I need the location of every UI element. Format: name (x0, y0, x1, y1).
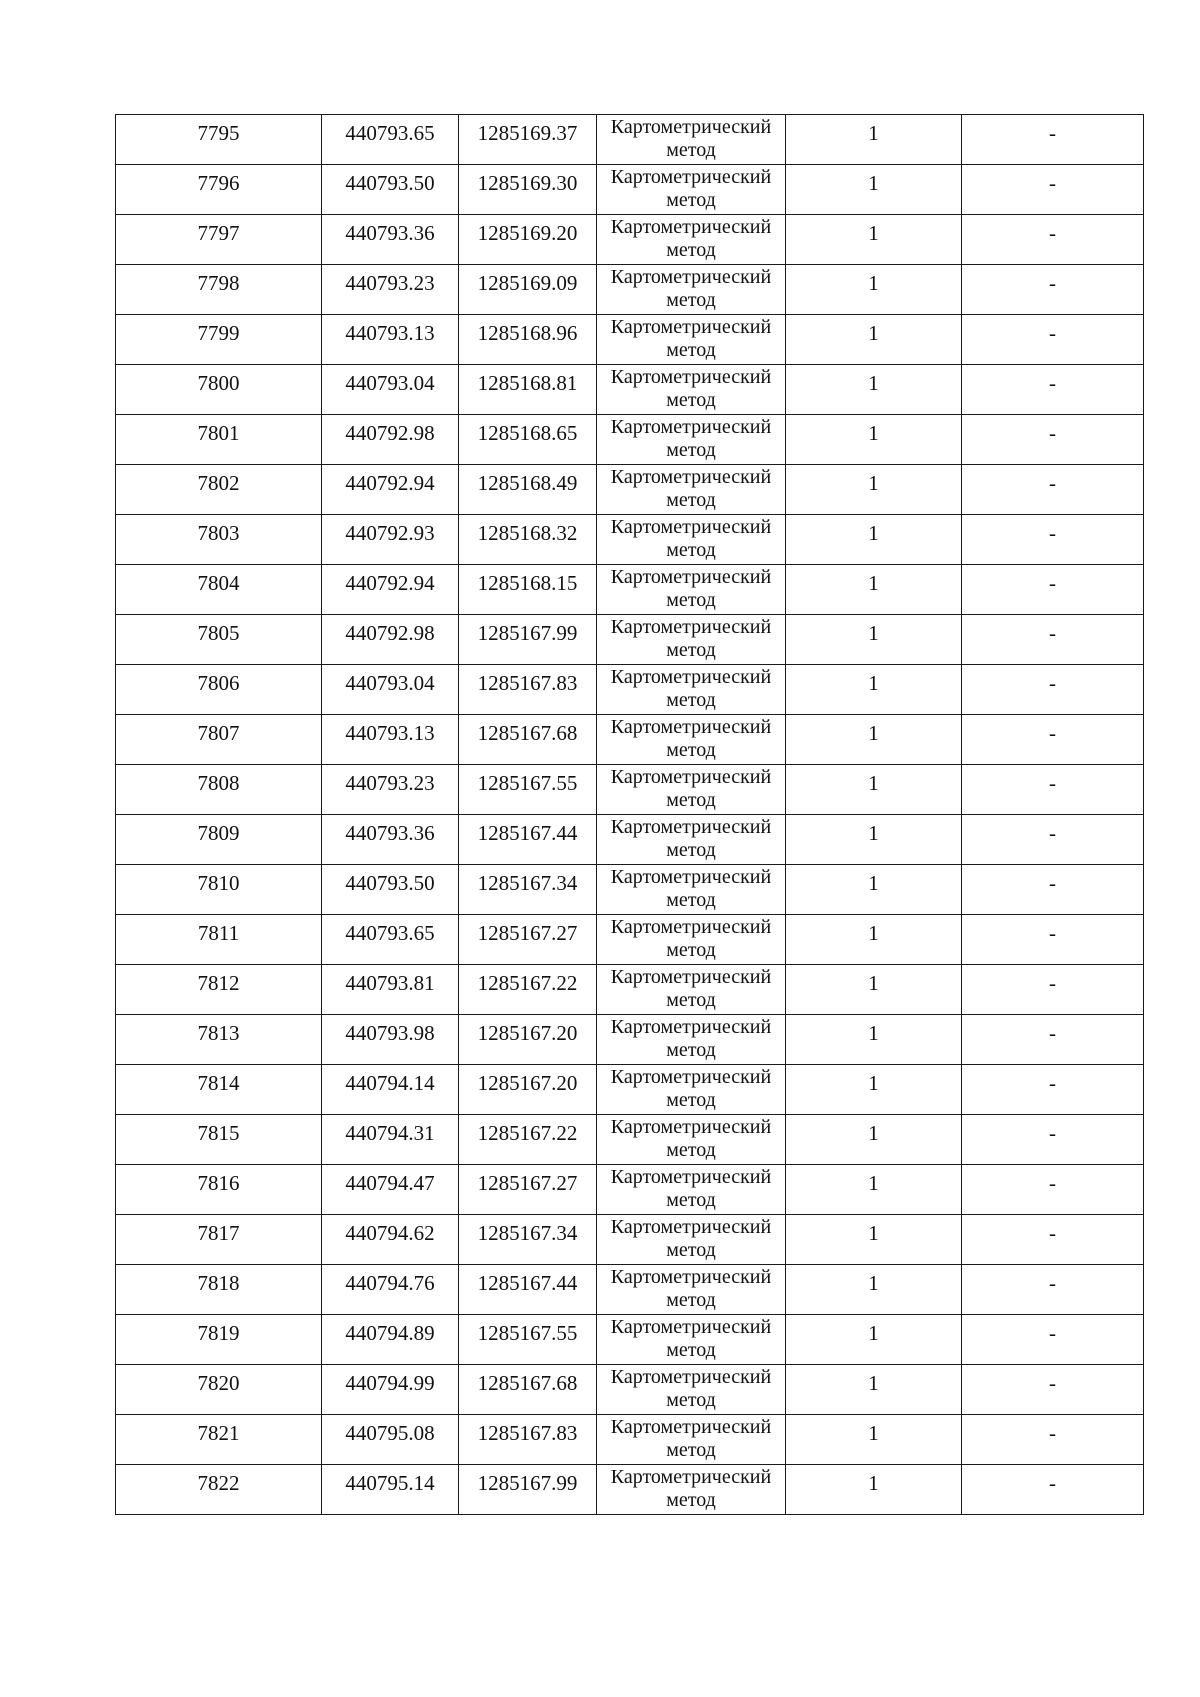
point-number-cell: 7803 (116, 515, 322, 565)
y-coordinate-cell: 1285167.22 (459, 965, 597, 1015)
x-coordinate-cell: 440794.14 (322, 1065, 459, 1115)
y-coordinate-cell: 1285169.09 (459, 265, 597, 315)
table-row (116, 1365, 1144, 1415)
note-cell: - (962, 1065, 1144, 1115)
method-cell: Картометрический метод (597, 265, 786, 315)
y-coordinate-cell: 1285167.20 (459, 1065, 597, 1115)
x-coordinate-cell: 440793.36 (322, 815, 459, 865)
accuracy-cell: 1 (786, 1465, 962, 1515)
accuracy-cell: 1 (786, 815, 962, 865)
method-cell: Картометрический метод (597, 1115, 786, 1165)
accuracy-cell: 1 (786, 615, 962, 665)
x-coordinate-cell: 440792.98 (322, 615, 459, 665)
accuracy-cell: 1 (786, 715, 962, 765)
point-number-cell: 7819 (116, 1315, 322, 1365)
table-row (116, 365, 1144, 415)
y-coordinate-cell: 1285169.37 (459, 115, 597, 165)
accuracy-cell: 1 (786, 965, 962, 1015)
accuracy-cell: 1 (786, 1165, 962, 1215)
method-cell: Картометрический метод (597, 615, 786, 665)
method-cell: Картометрический метод (597, 315, 786, 365)
point-number-cell: 7795 (116, 115, 322, 165)
table-row (116, 915, 1144, 965)
point-number-cell: 7815 (116, 1115, 322, 1165)
table-row (116, 1165, 1144, 1215)
x-coordinate-cell: 440792.94 (322, 465, 459, 515)
accuracy-cell: 1 (786, 1015, 962, 1065)
method-cell: Картометрический метод (597, 715, 786, 765)
x-coordinate-cell: 440793.04 (322, 665, 459, 715)
accuracy-cell: 1 (786, 1365, 962, 1415)
x-coordinate-cell: 440793.04 (322, 365, 459, 415)
y-coordinate-cell: 1285168.96 (459, 315, 597, 365)
y-coordinate-cell: 1285167.55 (459, 1315, 597, 1365)
point-number-cell: 7799 (116, 315, 322, 365)
method-cell: Картометрический метод (597, 1265, 786, 1315)
accuracy-cell: 1 (786, 1065, 962, 1115)
x-coordinate-cell: 440793.36 (322, 215, 459, 265)
y-coordinate-cell: 1285168.15 (459, 565, 597, 615)
x-coordinate-cell: 440792.98 (322, 415, 459, 465)
note-cell: - (962, 1165, 1144, 1215)
table-row (116, 515, 1144, 565)
table-row (116, 415, 1144, 465)
point-number-cell: 7816 (116, 1165, 322, 1215)
table-row (116, 1065, 1144, 1115)
y-coordinate-cell: 1285167.34 (459, 865, 597, 915)
method-cell: Картометрический метод (597, 565, 786, 615)
accuracy-cell: 1 (786, 315, 962, 365)
x-coordinate-cell: 440793.13 (322, 315, 459, 365)
x-coordinate-cell: 440793.50 (322, 865, 459, 915)
note-cell: - (962, 515, 1144, 565)
table-row (116, 1265, 1144, 1315)
method-cell: Картометрический метод (597, 1315, 786, 1365)
accuracy-cell: 1 (786, 565, 962, 615)
coordinates-table-body (116, 115, 1144, 1515)
point-number-cell: 7800 (116, 365, 322, 415)
method-cell: Картометрический метод (597, 1015, 786, 1065)
note-cell: - (962, 815, 1144, 865)
table-row (116, 565, 1144, 615)
y-coordinate-cell: 1285167.27 (459, 915, 597, 965)
x-coordinate-cell: 440793.13 (322, 715, 459, 765)
point-number-cell: 7809 (116, 815, 322, 865)
point-number-cell: 7806 (116, 665, 322, 715)
y-coordinate-cell: 1285167.20 (459, 1015, 597, 1065)
y-coordinate-cell: 1285168.49 (459, 465, 597, 515)
point-number-cell: 7810 (116, 865, 322, 915)
y-coordinate-cell: 1285167.83 (459, 1415, 597, 1465)
point-number-cell: 7821 (116, 1415, 322, 1465)
x-coordinate-cell: 440794.62 (322, 1215, 459, 1265)
note-cell: - (962, 715, 1144, 765)
x-coordinate-cell: 440794.89 (322, 1315, 459, 1365)
point-number-cell: 7808 (116, 765, 322, 815)
point-number-cell: 7820 (116, 1365, 322, 1415)
table-row (116, 1215, 1144, 1265)
point-number-cell: 7812 (116, 965, 322, 1015)
note-cell: - (962, 365, 1144, 415)
note-cell: - (962, 1215, 1144, 1265)
x-coordinate-cell: 440794.76 (322, 1265, 459, 1315)
accuracy-cell: 1 (786, 465, 962, 515)
y-coordinate-cell: 1285168.81 (459, 365, 597, 415)
note-cell: - (962, 865, 1144, 915)
table-row (116, 665, 1144, 715)
y-coordinate-cell: 1285169.20 (459, 215, 597, 265)
note-cell: - (962, 615, 1144, 665)
point-number-cell: 7796 (116, 165, 322, 215)
table-row (116, 865, 1144, 915)
y-coordinate-cell: 1285167.99 (459, 1465, 597, 1515)
accuracy-cell: 1 (786, 1215, 962, 1265)
x-coordinate-cell: 440795.08 (322, 1415, 459, 1465)
method-cell: Картометрический метод (597, 215, 786, 265)
method-cell: Картометрический метод (597, 1165, 786, 1215)
x-coordinate-cell: 440793.23 (322, 765, 459, 815)
accuracy-cell: 1 (786, 1415, 962, 1465)
note-cell: - (962, 765, 1144, 815)
note-cell: - (962, 665, 1144, 715)
point-number-cell: 7813 (116, 1015, 322, 1065)
table-row (116, 265, 1144, 315)
note-cell: - (962, 315, 1144, 365)
y-coordinate-cell: 1285168.65 (459, 415, 597, 465)
method-cell: Картометрический метод (597, 1215, 786, 1265)
table-row (116, 215, 1144, 265)
accuracy-cell: 1 (786, 365, 962, 415)
table-row (116, 765, 1144, 815)
x-coordinate-cell: 440793.50 (322, 165, 459, 215)
method-cell: Картометрический метод (597, 1465, 786, 1515)
table-row (116, 815, 1144, 865)
point-number-cell: 7797 (116, 215, 322, 265)
table-row (116, 315, 1144, 365)
method-cell: Картометрический метод (597, 915, 786, 965)
point-number-cell: 7804 (116, 565, 322, 615)
accuracy-cell: 1 (786, 165, 962, 215)
accuracy-cell: 1 (786, 765, 962, 815)
accuracy-cell: 1 (786, 915, 962, 965)
method-cell: Картометрический метод (597, 415, 786, 465)
y-coordinate-cell: 1285167.34 (459, 1215, 597, 1265)
table-row (116, 615, 1144, 665)
method-cell: Картометрический метод (597, 1365, 786, 1415)
y-coordinate-cell: 1285167.99 (459, 615, 597, 665)
point-number-cell: 7818 (116, 1265, 322, 1315)
accuracy-cell: 1 (786, 1315, 962, 1365)
y-coordinate-cell: 1285167.68 (459, 1365, 597, 1415)
x-coordinate-cell: 440793.98 (322, 1015, 459, 1065)
point-number-cell: 7802 (116, 465, 322, 515)
accuracy-cell: 1 (786, 115, 962, 165)
note-cell: - (962, 165, 1144, 215)
x-coordinate-cell: 440792.94 (322, 565, 459, 615)
note-cell: - (962, 215, 1144, 265)
method-cell: Картометрический метод (597, 965, 786, 1015)
table-row (116, 1465, 1144, 1515)
table-row (116, 715, 1144, 765)
method-cell: Картометрический метод (597, 815, 786, 865)
point-number-cell: 7801 (116, 415, 322, 465)
note-cell: - (962, 1415, 1144, 1465)
table-row (116, 1015, 1144, 1065)
note-cell: - (962, 1465, 1144, 1515)
accuracy-cell: 1 (786, 415, 962, 465)
method-cell: Картометрический метод (597, 515, 786, 565)
table-row (116, 965, 1144, 1015)
note-cell: - (962, 1365, 1144, 1415)
x-coordinate-cell: 440793.65 (322, 115, 459, 165)
table-row (116, 1115, 1144, 1165)
point-number-cell: 7817 (116, 1215, 322, 1265)
x-coordinate-cell: 440793.23 (322, 265, 459, 315)
point-number-cell: 7811 (116, 915, 322, 965)
coordinates-table (115, 114, 1144, 1515)
y-coordinate-cell: 1285167.68 (459, 715, 597, 765)
note-cell: - (962, 265, 1144, 315)
point-number-cell: 7814 (116, 1065, 322, 1115)
method-cell: Картометрический метод (597, 365, 786, 415)
note-cell: - (962, 115, 1144, 165)
y-coordinate-cell: 1285167.44 (459, 815, 597, 865)
table-row (116, 165, 1144, 215)
accuracy-cell: 1 (786, 1115, 962, 1165)
x-coordinate-cell: 440792.93 (322, 515, 459, 565)
table-row (116, 465, 1144, 515)
accuracy-cell: 1 (786, 1265, 962, 1315)
table-row (116, 1315, 1144, 1365)
method-cell: Картометрический метод (597, 465, 786, 515)
y-coordinate-cell: 1285167.27 (459, 1165, 597, 1215)
method-cell: Картометрический метод (597, 1415, 786, 1465)
method-cell: Картометрический метод (597, 165, 786, 215)
note-cell: - (962, 415, 1144, 465)
y-coordinate-cell: 1285167.44 (459, 1265, 597, 1315)
note-cell: - (962, 965, 1144, 1015)
point-number-cell: 7798 (116, 265, 322, 315)
y-coordinate-cell: 1285167.22 (459, 1115, 597, 1165)
y-coordinate-cell: 1285167.83 (459, 665, 597, 715)
x-coordinate-cell: 440795.14 (322, 1465, 459, 1515)
x-coordinate-cell: 440794.99 (322, 1365, 459, 1415)
method-cell: Картометрический метод (597, 115, 786, 165)
method-cell: Картометрический метод (597, 665, 786, 715)
accuracy-cell: 1 (786, 215, 962, 265)
point-number-cell: 7822 (116, 1465, 322, 1515)
note-cell: - (962, 1015, 1144, 1065)
y-coordinate-cell: 1285167.55 (459, 765, 597, 815)
table-row (116, 115, 1144, 165)
note-cell: - (962, 1315, 1144, 1365)
x-coordinate-cell: 440794.47 (322, 1165, 459, 1215)
accuracy-cell: 1 (786, 515, 962, 565)
point-number-cell: 7805 (116, 615, 322, 665)
x-coordinate-cell: 440793.65 (322, 915, 459, 965)
accuracy-cell: 1 (786, 665, 962, 715)
note-cell: - (962, 565, 1144, 615)
method-cell: Картометрический метод (597, 865, 786, 915)
y-coordinate-cell: 1285168.32 (459, 515, 597, 565)
accuracy-cell: 1 (786, 265, 962, 315)
x-coordinate-cell: 440793.81 (322, 965, 459, 1015)
table-row (116, 1415, 1144, 1465)
note-cell: - (962, 1115, 1144, 1165)
x-coordinate-cell: 440794.31 (322, 1115, 459, 1165)
note-cell: - (962, 915, 1144, 965)
note-cell: - (962, 465, 1144, 515)
accuracy-cell: 1 (786, 865, 962, 915)
method-cell: Картометрический метод (597, 1065, 786, 1115)
method-cell: Картометрический метод (597, 765, 786, 815)
y-coordinate-cell: 1285169.30 (459, 165, 597, 215)
note-cell: - (962, 1265, 1144, 1315)
point-number-cell: 7807 (116, 715, 322, 765)
